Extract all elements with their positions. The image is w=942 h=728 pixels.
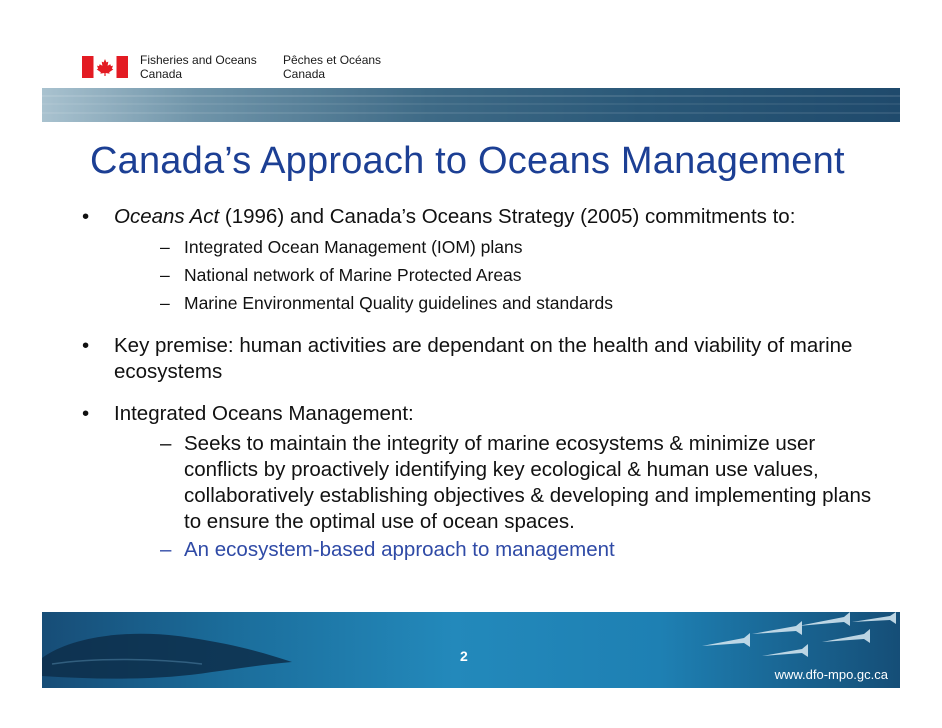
department-name-en-line1: Fisheries and Oceans	[140, 53, 257, 67]
bullet-marker: •	[82, 205, 90, 228]
canada-flag-icon	[82, 56, 128, 78]
sub-bullet	[148, 289, 880, 317]
department-name-french	[283, 53, 381, 81]
department-name-fr-line1: Pêches et Océans	[283, 53, 382, 67]
sub-bullet-text: National network of Marine Protected Areas	[184, 265, 522, 285]
footer-url: www.dfo-mpo.gc.ca	[774, 667, 888, 682]
sub-bullet	[148, 431, 880, 535]
bullet-marker: •	[82, 402, 90, 425]
slide-body	[80, 204, 880, 575]
whale-icon	[42, 618, 302, 688]
department-name-en-line2: Canada	[140, 67, 183, 81]
bullet-text: Integrated Oceans Management:	[114, 402, 414, 425]
bullet-text: Key premise: human activities are dependant on the health and viability of marine ecosystems	[114, 334, 853, 383]
sub-bullet-text: Marine Environmental Quality guidelines and standards	[184, 293, 613, 313]
sub-list	[114, 233, 880, 317]
sub-bullet-text: An ecosystem-based approach to management	[184, 538, 615, 561]
bullet-italic-text: Oceans Act	[114, 205, 220, 228]
dash-marker: –	[160, 538, 172, 561]
department-name-fr-line2: Canada	[283, 67, 326, 81]
bullet-oceans-act	[80, 204, 880, 317]
department-name-english	[140, 53, 257, 81]
page-number: 2	[460, 648, 468, 664]
dash-marker: –	[160, 237, 170, 257]
sub-list	[114, 431, 880, 563]
footer-banner	[42, 612, 900, 688]
fish-school-icon	[612, 612, 900, 672]
bullet-key-premise	[80, 333, 880, 385]
ocean-banner	[42, 88, 900, 122]
sub-bullet	[148, 233, 880, 261]
sub-bullet-text: Seeks to maintain the integrity of marine ecosystems & minimize user conflicts by proactively identifying key ecological & human use values, collaboratively establishing objectives & developing and implementing plans to ensure the optimal use of ocean spaces.	[184, 432, 872, 533]
dash-marker: –	[160, 432, 172, 455]
sub-bullet-text: Integrated Ocean Management (IOM) plans	[184, 237, 523, 257]
bullet-marker: •	[82, 334, 90, 357]
bullet-text: (1996) and Canada’s Oceans Strategy (2005) commitments to:	[219, 205, 796, 228]
dash-marker: –	[160, 265, 170, 285]
sub-bullet	[148, 261, 880, 289]
slide-title: Canada’s Approach to Oceans Management	[90, 140, 845, 182]
sub-bullet-highlight	[148, 537, 880, 563]
dash-marker: –	[160, 293, 170, 313]
bullet-integrated-oceans-management	[80, 401, 880, 563]
